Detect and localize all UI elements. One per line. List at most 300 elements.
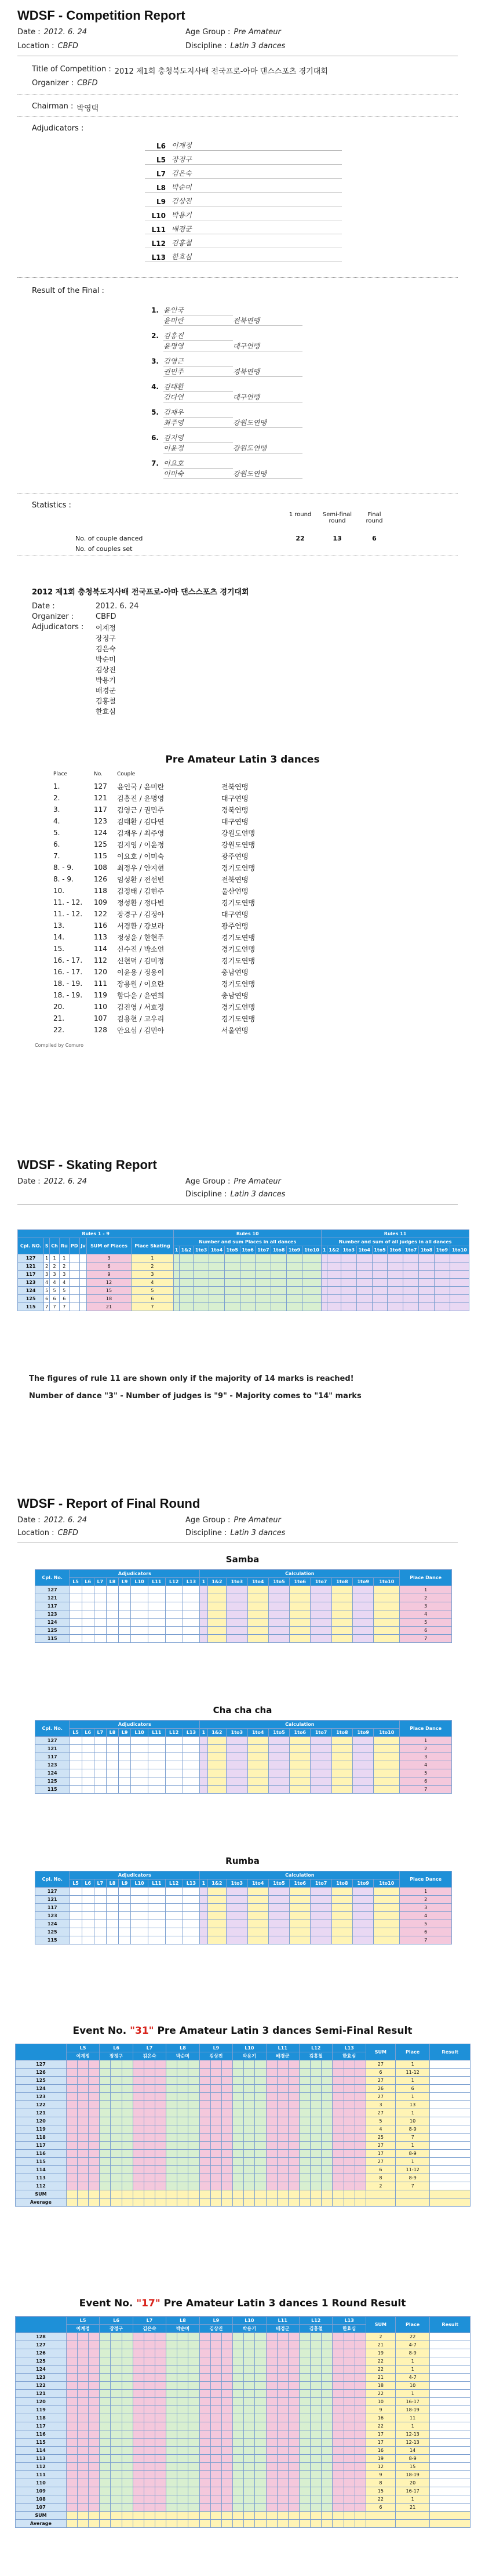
sk-r11-cell	[403, 1287, 419, 1295]
marks-cell	[255, 2374, 266, 2382]
dance-judge-code: L11	[148, 1729, 166, 1737]
marks-judge-name: 배경군	[266, 2052, 299, 2060]
marks-cell	[221, 2182, 232, 2190]
marks-cell	[277, 2142, 288, 2150]
dance-judge-code: L9	[119, 1729, 131, 1737]
sk-r10-cell	[224, 1303, 240, 1311]
dance-calc-cell	[200, 1753, 207, 1761]
sk-r11-cell	[403, 1262, 419, 1271]
marks-cell	[244, 2495, 255, 2504]
marks-cell	[300, 2487, 311, 2495]
marks-cell	[355, 2142, 366, 2150]
dance-calc-cell	[268, 1627, 289, 1635]
marks-cell	[89, 2333, 100, 2341]
marks-couple: 125	[16, 2077, 67, 2085]
final-partner-b: 윤명영	[163, 341, 233, 351]
dance-mark	[70, 1896, 82, 1904]
marks-cell	[255, 2487, 266, 2495]
marks-cell	[188, 2174, 199, 2182]
dance-couple: 121	[35, 1745, 70, 1753]
marks-cell	[77, 2101, 88, 2109]
marks-row	[16, 2109, 471, 2117]
r2-couple: 김진영 / 서효정	[117, 1003, 165, 1011]
marks-cell	[277, 2182, 288, 2190]
marks-cell	[111, 2357, 122, 2365]
dance-mark	[131, 1761, 148, 1769]
marks-place: 1	[395, 2109, 430, 2117]
marks-cell	[288, 2117, 299, 2125]
marks-cell	[322, 2333, 333, 2341]
sk-couple: 125	[18, 1295, 44, 1303]
r2-couple: 김재우 / 최주영	[117, 829, 165, 837]
dance-calc-cell	[331, 1737, 352, 1745]
marks-cell	[221, 2398, 232, 2406]
marks-summary-cell	[366, 2190, 395, 2198]
adjudicators-label: Adjudicators :	[32, 124, 84, 133]
marks-cell	[344, 2117, 355, 2125]
marks-judge-code: L5	[66, 2044, 99, 2052]
marks-cell	[322, 2101, 333, 2109]
marks-cell	[233, 2365, 244, 2374]
marks-cell	[255, 2463, 266, 2471]
marks-cell	[221, 2422, 232, 2430]
marks-cell	[177, 2125, 188, 2134]
marks-cell	[77, 2166, 88, 2174]
dance-mark	[119, 1761, 131, 1769]
sk-r10-cell	[209, 1295, 225, 1303]
marks-cell	[344, 2341, 355, 2349]
marks-summary-cell	[244, 2520, 255, 2528]
r2-result-row	[53, 1013, 302, 1024]
r2-club: 경기도연맹	[221, 979, 255, 988]
marks-summary-cell	[344, 2198, 355, 2207]
dance-calc-cell	[290, 1619, 311, 1627]
marks-summary-cell	[244, 2512, 255, 2520]
dance-calc-cell	[311, 1753, 331, 1761]
marks-cell	[300, 2166, 311, 2174]
r2-number: 107	[94, 1014, 107, 1022]
marks-cell	[255, 2142, 266, 2150]
marks-cell	[155, 2117, 166, 2125]
marks-cell	[144, 2101, 155, 2109]
dance-mark	[119, 1610, 131, 1619]
marks-cell	[122, 2495, 133, 2504]
marks-cell	[177, 2174, 188, 2182]
marks-summary-cell	[255, 2190, 266, 2198]
dance-mark	[119, 1594, 131, 1602]
sk-r11-cell	[388, 1262, 403, 1271]
marks-cell	[100, 2150, 111, 2158]
marks-couple: 117	[16, 2422, 67, 2430]
marks-cell	[155, 2479, 166, 2487]
round1-table-wrap	[15, 2316, 471, 2528]
r1-number: "17"	[136, 2298, 161, 2309]
marks-cell	[322, 2471, 333, 2479]
marks-couple: 122	[16, 2382, 67, 2390]
marks-cell	[177, 2093, 188, 2101]
marks-cell	[133, 2357, 144, 2365]
sk-dance-place: 5	[50, 1287, 60, 1295]
marks-cell	[322, 2357, 333, 2365]
marks-cell	[322, 2398, 333, 2406]
dance-calc-cell	[331, 1627, 352, 1635]
marks-cell	[210, 2134, 221, 2142]
r2-couple: 이윤용 / 정용이	[117, 968, 165, 977]
marks-cell	[311, 2333, 322, 2341]
sk-sum: 6	[87, 1262, 131, 1271]
final-place: 6.	[151, 434, 159, 442]
dance-calc-cell	[200, 1761, 207, 1769]
dance-mark	[119, 1888, 131, 1896]
marks-cell	[177, 2471, 188, 2479]
marks-summary-row	[16, 2198, 471, 2207]
marks-cell	[255, 2504, 266, 2512]
marks-sum: 8	[366, 2174, 395, 2182]
sk-r11-cell	[341, 1279, 357, 1287]
marks-cell	[333, 2455, 344, 2463]
marks-cell	[233, 2479, 244, 2487]
sk-r11-cell	[341, 1271, 357, 1279]
marks-place: 18-19	[395, 2406, 430, 2414]
marks-place: 16-17	[395, 2487, 430, 2495]
sk-r10-cell	[271, 1254, 287, 1262]
marks-summary-cell	[199, 2512, 210, 2520]
final-row	[145, 356, 365, 367]
marks-row	[16, 2487, 471, 2495]
marks-cell	[344, 2471, 355, 2479]
marks-summary-cell	[122, 2190, 133, 2198]
marks-judge-name: 박순미	[166, 2325, 199, 2333]
marks-cell	[177, 2357, 188, 2365]
dance-calc-cell	[247, 1745, 268, 1753]
marks-summary-cell	[122, 2520, 133, 2528]
marks-cell	[122, 2349, 133, 2357]
r2-couple: 안요섭 / 김민아	[117, 1026, 165, 1035]
dance-mark	[82, 1602, 94, 1610]
marks-cell	[355, 2117, 366, 2125]
marks-cell	[166, 2158, 177, 2166]
marks-cell	[233, 2471, 244, 2479]
marks-cell	[210, 2333, 221, 2341]
fr-loc-row	[17, 1529, 78, 1537]
marks-cell	[133, 2463, 144, 2471]
dance-couple: 127	[35, 1586, 70, 1594]
dance-calc-cell	[200, 1769, 207, 1777]
sk-dance-place	[69, 1303, 79, 1311]
marks-cell	[311, 2060, 322, 2069]
dance-calc-cell	[247, 1753, 268, 1761]
dance-mark	[119, 1904, 131, 1912]
marks-row	[16, 2174, 471, 2182]
dance-calc-cell	[290, 1586, 311, 1594]
marks-cell	[188, 2390, 199, 2398]
marks-cell	[355, 2341, 366, 2349]
marks-cell	[210, 2142, 221, 2150]
marks-cell	[311, 2471, 322, 2479]
marks-cell	[188, 2471, 199, 2479]
marks-judge-code: L10	[233, 2044, 266, 2052]
marks-cell	[199, 2455, 210, 2463]
marks-cell	[266, 2504, 277, 2512]
dance-mark	[148, 1777, 166, 1786]
sk-r10-cell	[287, 1287, 302, 1295]
dance-mark	[183, 1594, 200, 1602]
marks-cell	[355, 2349, 366, 2357]
stats-label: No. of couple danced	[75, 535, 143, 542]
sk-r10-cell	[194, 1279, 209, 1287]
sk-dance-place	[69, 1262, 79, 1271]
dance-mark	[183, 1610, 200, 1619]
sk-r10-cell	[302, 1271, 321, 1279]
sk-r10-cell	[256, 1279, 271, 1287]
marks-cell	[233, 2142, 244, 2150]
sk-r10-cell	[174, 1254, 180, 1262]
marks-row	[16, 2158, 471, 2166]
marks-summary-cell	[266, 2190, 277, 2198]
marks-cell	[133, 2174, 144, 2182]
sk-r11-cell	[322, 1303, 327, 1311]
marks-cell	[77, 2341, 88, 2349]
r2-place: 20.	[53, 1003, 65, 1011]
marks-result	[430, 2182, 471, 2190]
sk-r11-cell	[434, 1271, 450, 1279]
dance-calc-cell	[207, 1610, 227, 1619]
marks-cell	[199, 2349, 210, 2357]
marks-cell	[155, 2077, 166, 2085]
marks-cell	[100, 2406, 111, 2414]
marks-cell	[188, 2414, 199, 2422]
sk-calc-col: 1to3	[341, 1246, 357, 1254]
marks-place: 10	[395, 2117, 430, 2125]
marks-cell	[133, 2487, 144, 2495]
marks-cell	[233, 2504, 244, 2512]
marks-cell	[355, 2077, 366, 2085]
marks-cell	[266, 2398, 277, 2406]
dance-mark	[119, 1753, 131, 1761]
r2-club: 경기도연맹	[221, 1003, 255, 1011]
dance-calc-cell	[374, 1745, 400, 1753]
dance-calc-code: 1to5	[268, 1729, 289, 1737]
marks-cell	[333, 2479, 344, 2487]
dance-mark	[70, 1602, 82, 1610]
dance-mark	[82, 1904, 94, 1912]
marks-cell	[277, 2134, 288, 2142]
dance-calc-cell	[247, 1586, 268, 1594]
dance-mark	[183, 1619, 200, 1627]
marks-cell	[355, 2374, 366, 2382]
r1-suffix: Pre Amateur Latin 3 dances 1 Round Result	[163, 2298, 406, 2309]
dance-calc-cell	[331, 1602, 352, 1610]
marks-cell	[100, 2125, 111, 2134]
dance-judge-code: L12	[165, 1578, 183, 1586]
marks-cell	[144, 2158, 155, 2166]
marks-result	[430, 2174, 471, 2182]
marks-row	[16, 2134, 471, 2142]
marks-cell	[100, 2093, 111, 2101]
result-list-report	[0, 580, 485, 1160]
sk-r11-cell	[388, 1303, 403, 1311]
marks-cell	[333, 2085, 344, 2093]
dance-calc-cell	[200, 1594, 207, 1602]
marks-cell	[300, 2333, 311, 2341]
dance-calc-cell	[290, 1635, 311, 1643]
sk-r10-cell	[224, 1254, 240, 1262]
sk-r11-cell	[327, 1303, 341, 1311]
marks-cell	[233, 2398, 244, 2406]
marks-cell	[66, 2134, 77, 2142]
dance-calc-cell	[200, 1928, 207, 1936]
marks-summary-cell	[177, 2198, 188, 2207]
marks-summary-cell	[221, 2198, 232, 2207]
r2-club: 경기도연맹	[221, 933, 255, 942]
marks-cell	[266, 2109, 277, 2117]
dance-mark	[131, 1777, 148, 1786]
marks-couple: 118	[16, 2134, 67, 2142]
marks-cell	[89, 2447, 100, 2455]
marks-cell	[255, 2134, 266, 2142]
marks-cell	[155, 2382, 166, 2390]
dance-place: 3	[400, 1753, 452, 1761]
marks-summary-cell	[221, 2512, 232, 2520]
marks-cell	[344, 2077, 355, 2085]
sk-dance-place: 1	[44, 1254, 50, 1262]
marks-cell	[255, 2158, 266, 2166]
r2-header-row	[53, 771, 135, 777]
marks-cell	[144, 2077, 155, 2085]
marks-cell	[100, 2398, 111, 2406]
sk-r11-cell	[372, 1271, 388, 1279]
marks-cell	[344, 2406, 355, 2414]
marks-cell	[100, 2374, 111, 2382]
dance-calc-cell	[227, 1777, 247, 1786]
marks-row	[16, 2101, 471, 2109]
marks-place: 1	[395, 2077, 430, 2085]
r2-club: 광주연맹	[221, 852, 249, 861]
marks-cell	[221, 2479, 232, 2487]
dance-mark	[119, 1896, 131, 1904]
location-row	[17, 42, 78, 50]
dance-cpl-head: Cpl. No.	[35, 1570, 70, 1586]
marks-cell	[177, 2085, 188, 2093]
marks-cell	[244, 2341, 255, 2349]
marks-cell	[221, 2382, 232, 2390]
dance-row	[35, 1737, 452, 1745]
marks-row	[16, 2430, 471, 2439]
dance-place: 6	[400, 1928, 452, 1936]
dance-place: 5	[400, 1619, 452, 1627]
sk-r11-cell	[403, 1271, 419, 1279]
r2-result-row	[53, 943, 302, 955]
dance-calc-cell	[311, 1936, 331, 1944]
dance-mark	[131, 1753, 148, 1761]
marks-cell	[277, 2069, 288, 2077]
marks-summary-cell	[111, 2190, 122, 2198]
marks-summary-cell	[89, 2520, 100, 2528]
marks-summary-cell	[122, 2198, 133, 2207]
marks-cell	[144, 2422, 155, 2430]
marks-cell	[277, 2390, 288, 2398]
sk-r10-cell	[209, 1287, 225, 1295]
marks-cell	[244, 2182, 255, 2190]
marks-cell	[111, 2487, 122, 2495]
final-row-2	[145, 392, 365, 402]
dance-mark	[70, 1737, 82, 1745]
marks-cell	[66, 2142, 77, 2150]
dance-mark	[183, 1904, 200, 1912]
r2-result-row	[53, 931, 302, 943]
dance-calc-cell	[247, 1627, 268, 1635]
marks-cell	[255, 2479, 266, 2487]
r2-heading: Pre Amateur Latin 3 dances	[165, 754, 320, 765]
dance-mark	[94, 1737, 106, 1745]
sk-dance-place	[79, 1254, 87, 1262]
dance-title: Rumba	[225, 1856, 260, 1866]
marks-cell	[100, 2341, 111, 2349]
dance-calc-cell	[374, 1635, 400, 1643]
marks-cell	[355, 2182, 366, 2190]
marks-cell	[188, 2150, 199, 2158]
dance-calc-cell	[311, 1761, 331, 1769]
marks-cell	[66, 2093, 77, 2101]
marks-cell	[144, 2471, 155, 2479]
marks-cell	[344, 2085, 355, 2093]
marks-sum: 3	[366, 2101, 395, 2109]
marks-cell	[166, 2471, 177, 2479]
marks-judge-code: L9	[199, 2317, 232, 2325]
dance-calc-cell	[331, 1888, 352, 1896]
sk-couple: 123	[18, 1279, 44, 1287]
marks-cell	[344, 2463, 355, 2471]
r2-number: 122	[94, 910, 107, 918]
marks-judge-code: L13	[333, 2044, 366, 2052]
sk-r10-cell	[256, 1303, 271, 1311]
marks-cell	[255, 2069, 266, 2077]
r2-number: 114	[94, 945, 107, 953]
dance-calc-code: 1to7	[311, 1578, 331, 1586]
marks-cell	[210, 2447, 221, 2455]
semi-final-section	[0, 2024, 485, 2291]
fr-disc-label: Discipline :	[185, 1529, 227, 1537]
dance-calc-cell	[247, 1635, 268, 1643]
marks-cell	[66, 2374, 77, 2382]
marks-cell	[311, 2069, 322, 2077]
marks-cell	[266, 2487, 277, 2495]
marks-cell	[322, 2158, 333, 2166]
marks-result	[430, 2382, 471, 2390]
sk-calc-col: 1to7	[256, 1246, 271, 1254]
marks-cell	[111, 2349, 122, 2357]
marks-cell	[144, 2150, 155, 2158]
marks-cell	[66, 2382, 77, 2390]
marks-summary-cell	[89, 2198, 100, 2207]
marks-cell	[333, 2357, 344, 2365]
dance-calc-cell	[227, 1745, 247, 1753]
dance-mark	[94, 1896, 106, 1904]
dance-calc-cell	[374, 1936, 400, 1944]
dance-calc-cell	[227, 1928, 247, 1936]
dance-calc-cell	[374, 1904, 400, 1912]
marks-result	[430, 2455, 471, 2463]
dance-mark	[148, 1635, 166, 1643]
marks-cell	[100, 2422, 111, 2430]
marks-cell	[100, 2166, 111, 2174]
marks-cell	[255, 2382, 266, 2390]
marks-cell	[122, 2077, 133, 2085]
marks-cell	[133, 2414, 144, 2422]
marks-cell	[322, 2349, 333, 2357]
marks-cell	[266, 2430, 277, 2439]
final-row-2	[145, 443, 365, 453]
